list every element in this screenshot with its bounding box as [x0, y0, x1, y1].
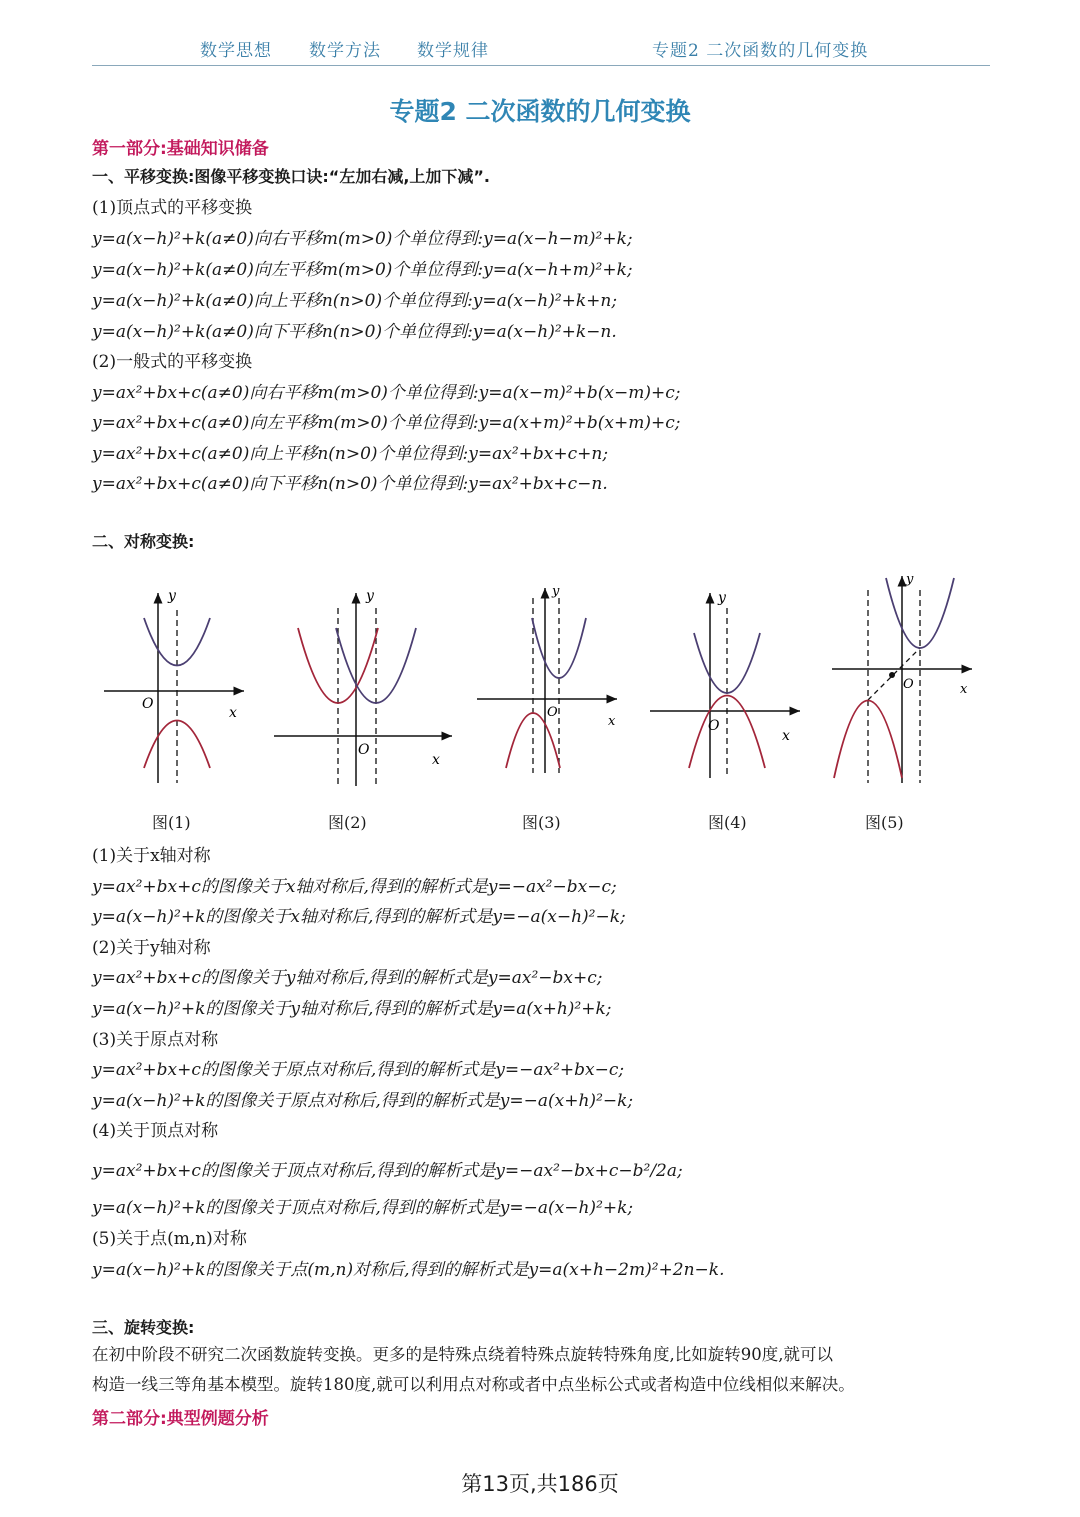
part1-heading: 第一部分:基础知识储备 [92, 139, 269, 159]
sec2-line: y=a(x−h)²+k的图像关于点(m,n)对称后,得到的解析式是y=a(x+h−2m)²+2n−k. [92, 1260, 725, 1280]
sec1-line: y=a(x−h)²+k(a≠0)向下平移n(n>0)个单位得到:y=a(x−h)²+k−n. [92, 322, 617, 342]
origin-label: O [358, 742, 370, 758]
figure-4 [650, 590, 800, 778]
sec3-para-line1: 在初中阶段不研究二次函数旋转变换。更多的是特殊点绕着特殊点旋转特殊角度,比如旋转90度,就可以 [92, 1345, 833, 1364]
sec1-line: y=ax²+bx+c(a≠0)向下平移n(n>0)个单位得到:y=ax²+bx+c−n. [92, 474, 608, 494]
x-axis-label: x [229, 705, 237, 721]
page-footer: 第13页,共186页 [461, 1472, 619, 1496]
y-axis-label: y [168, 588, 176, 604]
sec1-line: y=ax²+bx+c(a≠0)向上平移n(n>0)个单位得到:y=ax²+bx+c+n; [92, 444, 609, 464]
figure-1 [104, 588, 244, 783]
x-axis-label: x [960, 682, 968, 697]
header-rule [92, 65, 990, 66]
figure-3 [477, 584, 617, 773]
origin-label: O [547, 705, 558, 720]
figure-caption: 图(2) [328, 813, 367, 832]
sec2-line: y=a(x−h)²+k的图像关于顶点对称后,得到的解析式是y=−a(x−h)²+k; [92, 1198, 634, 1218]
y-axis-label: y [366, 588, 374, 604]
sec2-sub: (2)关于y轴对称 [92, 938, 211, 958]
header-item-1: 数学思想 [200, 41, 272, 61]
sec1-sub2: (2)一般式的平移变换 [92, 352, 253, 372]
sec2-sub: (5)关于点(m,n)对称 [92, 1229, 247, 1249]
origin-label: O [142, 696, 154, 712]
header-item-3: 数学规律 [417, 41, 489, 61]
sec2-sub: (3)关于原点对称 [92, 1030, 219, 1050]
y-axis-label: y [718, 590, 726, 606]
figure-2 [274, 588, 452, 786]
figure-caption: 图(5) [865, 813, 904, 832]
origin-label: O [708, 718, 720, 734]
figure-5 [832, 572, 972, 783]
x-axis-label: x [782, 728, 790, 744]
sec3-heading: 三、旋转变换: [92, 1318, 195, 1337]
sec2-line: y=a(x−h)²+k的图像关于x轴对称后,得到的解析式是y=−a(x−h)²−k; [92, 907, 626, 927]
origin-label: O [903, 677, 914, 692]
sec2-heading: 二、对称变换: [92, 532, 195, 551]
sec2-line: y=a(x−h)²+k的图像关于y轴对称后,得到的解析式是y=a(x+h)²+k; [92, 999, 612, 1019]
x-axis-label: x [432, 752, 440, 768]
sec1-line: y=ax²+bx+c(a≠0)向右平移m(m>0)个单位得到:y=a(x−m)²+b(x−m)+c; [92, 383, 681, 403]
y-axis-label: y [906, 572, 914, 587]
x-axis-label: x [608, 714, 616, 729]
figure-caption: 图(1) [152, 813, 191, 832]
sec2-line: y=ax²+bx+c的图像关于顶点对称后,得到的解析式是y=−ax²−bx+c−b²/2a; [92, 1161, 683, 1181]
sec1-line: y=ax²+bx+c(a≠0)向左平移m(m>0)个单位得到:y=a(x+m)²+b(x+m)+c; [92, 413, 681, 433]
sec1-line: y=a(x−h)²+k(a≠0)向上平移n(n>0)个单位得到:y=a(x−h)²+k+n; [92, 291, 618, 311]
symmetry-figures [92, 568, 992, 798]
sec1-sub1: (1)顶点式的平移变换 [92, 198, 253, 218]
figure-caption: 图(4) [708, 813, 747, 832]
sec1-line: y=a(x−h)²+k(a≠0)向右平移m(m>0)个单位得到:y=a(x−h−m)²+k; [92, 229, 633, 249]
page-title: 专题2 二次函数的几何变换 [389, 97, 691, 126]
part2-heading: 第二部分:典型例题分析 [92, 1409, 269, 1429]
sec2-line: y=a(x−h)²+k的图像关于原点对称后,得到的解析式是y=−a(x+h)²−k; [92, 1091, 634, 1111]
header-item-2: 数学方法 [309, 41, 381, 61]
y-axis-label: y [552, 584, 560, 599]
sec2-sub: (4)关于顶点对称 [92, 1121, 219, 1141]
sec1-heading: 一、平移变换:图像平移变换口诀:“左加右减,上加下减”. [92, 167, 490, 186]
header-topic: 专题2 二次函数的几何变换 [652, 41, 869, 61]
figure-caption: 图(3) [522, 813, 561, 832]
sec2-line: y=ax²+bx+c的图像关于x轴对称后,得到的解析式是y=−ax²−bx−c; [92, 877, 617, 897]
sec1-line: y=a(x−h)²+k(a≠0)向左平移m(m>0)个单位得到:y=a(x−h+m)²+k; [92, 260, 633, 280]
sec2-line: y=ax²+bx+c的图像关于y轴对称后,得到的解析式是y=ax²−bx+c; [92, 968, 603, 988]
sec2-line: y=ax²+bx+c的图像关于原点对称后,得到的解析式是y=−ax²+bx−c; [92, 1060, 625, 1080]
sec3-para-line2: 构造一线三等角基本模型。旋转180度,就可以利用点对称或者中点坐标公式或者构造中位线相似来解决。 [92, 1375, 855, 1394]
sec2-sub: (1)关于x轴对称 [92, 846, 211, 866]
